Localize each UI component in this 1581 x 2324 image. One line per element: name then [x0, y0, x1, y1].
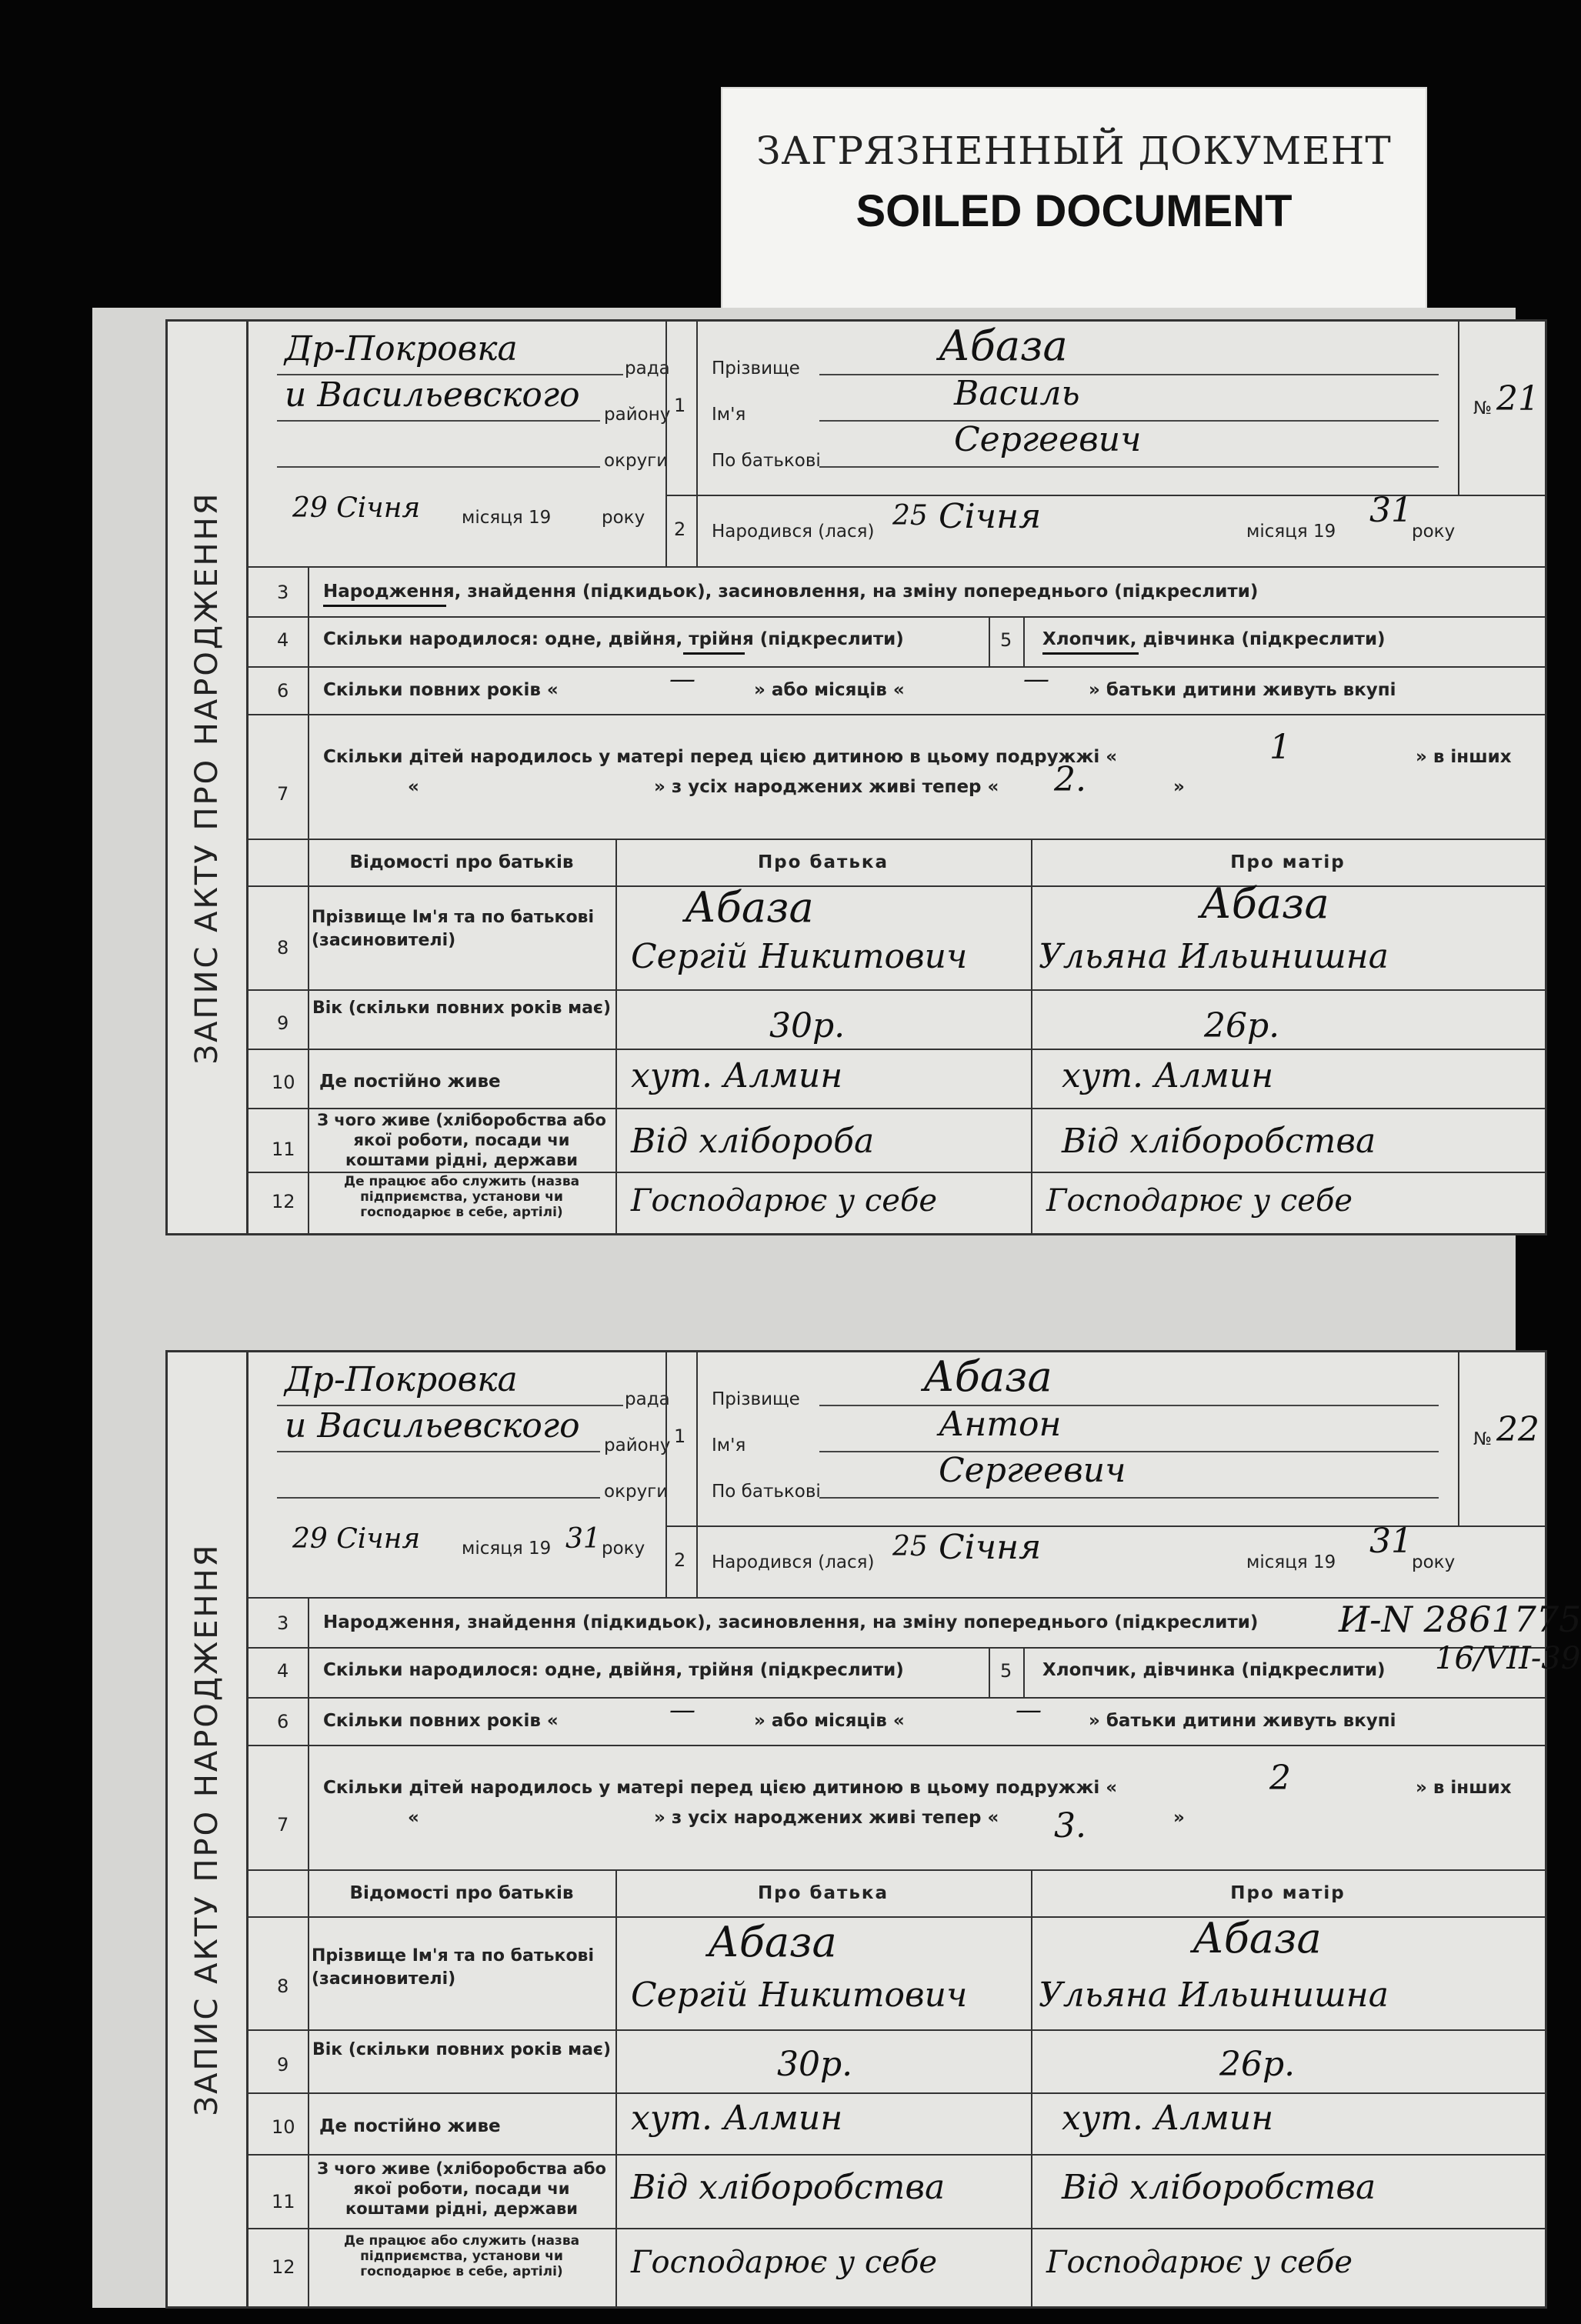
row-number-2: 2	[674, 518, 686, 540]
okrugy-label: округи	[604, 1482, 669, 1502]
archive-annotation-date: 16/VII-39	[1435, 1641, 1581, 1676]
row-number-10: 10	[272, 2116, 295, 2138]
birth-year: 31	[1369, 1522, 1413, 1561]
row-number-6: 6	[277, 680, 289, 702]
row-number-4: 4	[277, 629, 289, 651]
row-number-12: 12	[272, 2256, 295, 2278]
row6-text-a: Скільки повних років «	[323, 1711, 559, 1731]
birth-year-label: року	[1412, 522, 1456, 542]
parents-header-father: Про батька	[757, 1883, 889, 1903]
rada-handwritten: Др-Покровка	[285, 329, 518, 368]
name-label: Ім'я	[712, 405, 746, 425]
row3-text: Народження, знайдення (підкидьок), засиновлення, на зміну попереднього (підкреслити)	[323, 1612, 1259, 1632]
row7-line1: Скільки дітей народилось у матері перед цією дитиною в цьому подружжі «	[323, 747, 1118, 767]
child-patronymic: Сергеевич	[954, 420, 1142, 459]
row-number-1: 1	[674, 1425, 686, 1447]
father-livelihood: Від хліборобства	[631, 2168, 946, 2207]
father-age: 30р.	[769, 1006, 846, 1045]
row8-label: Прізвище Ім'я та по батькові (засиновителі)	[312, 908, 595, 950]
row7-line1-end: » в інших	[1416, 747, 1512, 767]
birth-month: Січня	[939, 1528, 1042, 1567]
row7-line1: Скільки дітей народилось у матері перед цією дитиною в цьому подружжі «	[323, 1778, 1118, 1798]
mother-surname: Абаза	[1200, 879, 1329, 928]
rada-handwritten: Др-Покровка	[285, 1360, 518, 1399]
father-surname: Абаза	[685, 883, 814, 932]
row11-label: З чого живе (хліборобства або якої роботи, посади чи коштами рідні, держави	[317, 2159, 606, 2218]
patronymic-label: По батькові	[712, 451, 821, 471]
father-workplace: Господарює у себе	[631, 1183, 938, 1219]
row7-line2-start: «	[408, 777, 419, 797]
mother-age: 26р.	[1219, 2045, 1296, 2084]
form-body	[246, 1352, 1581, 2306]
rada-label: рада	[625, 358, 670, 378]
born-label: Народився (лася)	[712, 522, 875, 542]
form-sidebar	[168, 1352, 248, 2306]
surname-label: Прізвище	[712, 358, 800, 378]
archive-annotation-number: И-N 2861775	[1339, 1599, 1581, 1640]
father-livelihood: Від хлібороба	[631, 1122, 875, 1161]
record-month-label: місяця 19	[462, 508, 552, 528]
father-surname: Абаза	[708, 1918, 837, 1966]
child-patronymic: Сергеевич	[939, 1451, 1126, 1490]
child-name: Василь	[954, 374, 1080, 413]
row7-value2: 3.	[1054, 1806, 1086, 1846]
row-number-4: 4	[277, 1660, 289, 1682]
mother-residence: хут. Алмин	[1062, 1056, 1274, 1095]
father-age: 30р.	[777, 2045, 853, 2084]
row6-text-b: » або місяців «	[754, 680, 905, 700]
father-residence: хут. Алмин	[631, 1056, 843, 1095]
row6-text-b: » або місяців «	[754, 1711, 905, 1731]
raion-label: району	[604, 1435, 671, 1455]
raion-handwritten: и Васильевского	[285, 375, 580, 415]
record-year-label: року	[602, 508, 645, 528]
row-number-3: 3	[277, 1612, 289, 1634]
row7-line1-end: » в інших	[1416, 1778, 1512, 1798]
record-number: 21	[1496, 379, 1539, 418]
mother-livelihood: Від хліборобства	[1062, 2168, 1376, 2207]
soiled-document-label	[721, 87, 1427, 321]
birth-day: 25	[892, 500, 928, 532]
row12-label: Де працює або служить (назва підприємства, установи чи господарює в себе, артілі)	[343, 2233, 580, 2279]
record-date-handwritten: 29 Січня	[292, 1523, 421, 1555]
row-number-7: 7	[277, 783, 289, 805]
row-number-10: 10	[272, 1072, 295, 1093]
father-name: Сергій Никитович	[631, 937, 968, 976]
rada-label: рада	[625, 1389, 670, 1409]
okrugy-label: округи	[604, 451, 669, 471]
child-name: Антон	[939, 1405, 1062, 1444]
record-number: 22	[1496, 1410, 1539, 1449]
name-label: Ім'я	[712, 1435, 746, 1455]
row-number-6: 6	[277, 1711, 289, 1732]
row3-text: Народження, знайдення (підкидьок), засиновлення, на зміну попереднього (підкреслити)	[323, 582, 1259, 602]
row10-label: Де постійно живе	[319, 2116, 501, 2136]
row11-label: З чого живе (хліборобства або якої роботи, посади чи коштами рідні, держави	[317, 1111, 606, 1169]
birth-record-form-2	[165, 1350, 1581, 2309]
row7-value1: 1	[1269, 728, 1291, 767]
form-body	[246, 322, 1545, 1233]
mother-surname: Абаза	[1192, 1914, 1322, 1962]
row7-line2: » з усіх народжених живі тепер «	[654, 1808, 999, 1828]
row-number-9: 9	[277, 2054, 289, 2076]
row-number-2: 2	[674, 1549, 686, 1571]
register-page	[92, 308, 1581, 2308]
label-russian: ЗАГРЯЗНЕННЫЙ ДОКУМЕНТ	[756, 128, 1392, 173]
birth-month: Січня	[939, 497, 1042, 536]
birth-month-label: місяця 19	[1246, 1552, 1336, 1572]
row-number-11: 11	[272, 1139, 295, 1160]
record-number-label: №	[1473, 1429, 1492, 1449]
row5-text: Хлопчик, дівчинка (підкреслити)	[1042, 1660, 1386, 1680]
raion-label: району	[604, 405, 671, 425]
parents-header-info: Відомості про батьків	[349, 1883, 574, 1903]
father-name: Сергій Никитович	[631, 1976, 968, 2015]
mother-livelihood: Від хліборобства	[1062, 1122, 1376, 1161]
row-number-8: 8	[277, 1976, 289, 1997]
row12-label: Де працює або служить (назва підприємства, установи чи господарює в себе, артілі)	[343, 1174, 580, 1220]
father-residence: хут. Алмин	[631, 2099, 843, 2138]
record-month-label: місяця 19	[462, 1539, 552, 1559]
patronymic-label: По батькові	[712, 1482, 821, 1502]
father-workplace: Господарює у себе	[631, 2245, 938, 2280]
birth-year: 31	[1369, 491, 1413, 530]
row7-line2: » з усіх народжених живі тепер «	[654, 777, 999, 797]
record-year-label: року	[602, 1539, 645, 1559]
child-surname: Абаза	[923, 1352, 1052, 1401]
form-side-title: ЗАПИС АКТУ ПРО НАРОДЖЕННЯ	[189, 491, 225, 1064]
mother-age: 26р.	[1204, 1006, 1280, 1045]
birth-record-form-1	[165, 319, 1547, 1235]
child-surname: Абаза	[939, 322, 1068, 370]
record-date-handwritten: 29 Січня	[292, 492, 421, 524]
row-number-5: 5	[1000, 629, 1012, 651]
row6-years: —	[669, 664, 695, 695]
row-number-5: 5	[1000, 1660, 1012, 1682]
row6-text-c: » батьки дитини живуть вкупі	[1089, 1711, 1396, 1731]
mother-residence: хут. Алмин	[1062, 2099, 1274, 2138]
row-number-3: 3	[277, 582, 289, 603]
birth-day: 25	[892, 1531, 928, 1562]
row8-label: Прізвище Ім'я та по батькові (засиновителі)	[312, 1946, 595, 1989]
form-sidebar	[168, 322, 248, 1233]
row-number-1: 1	[674, 395, 686, 416]
row7-value2: 2.	[1054, 760, 1086, 799]
record-year-handwritten: 31	[565, 1523, 601, 1555]
row7-line2-end: »	[1173, 777, 1185, 797]
row-number-12: 12	[272, 1191, 295, 1212]
born-label: Народився (лася)	[712, 1552, 875, 1572]
mother-name: Ульяна Ильинишна	[1039, 937, 1389, 976]
mother-workplace: Господарює у себе	[1046, 2245, 1353, 2280]
row9-label: Вік (скільки повних років має)	[312, 999, 612, 1018]
row6-years: —	[669, 1695, 695, 1725]
row6-text-a: Скільки повних років «	[323, 680, 559, 700]
surname-label: Прізвище	[712, 1389, 800, 1409]
mother-workplace: Господарює у себе	[1046, 1183, 1353, 1219]
row-number-11: 11	[272, 2191, 295, 2212]
row5-text: Хлопчик, дівчинка (підкреслити)	[1042, 629, 1386, 649]
form-side-title: ЗАПИС АКТУ ПРО НАРОДЖЕННЯ	[189, 1542, 225, 2116]
row10-label: Де постійно живе	[319, 1072, 501, 1092]
row-number-7: 7	[277, 1814, 289, 1836]
row6-text-c: » батьки дитини живуть вкупі	[1089, 680, 1396, 700]
row4-text: Скільки народилося: одне, двійня, трійня (підкреслити)	[323, 1660, 904, 1680]
label-english: SOILED DOCUMENT	[856, 186, 1292, 236]
row7-value1: 2	[1269, 1759, 1291, 1798]
row6-months: —	[1016, 1695, 1042, 1725]
parents-header-mother: Про матір	[1230, 1883, 1346, 1903]
row6-months: —	[1023, 664, 1049, 695]
birth-year-label: року	[1412, 1552, 1456, 1572]
birth-month-label: місяця 19	[1246, 522, 1336, 542]
row9-label: Вік (скільки повних років має)	[312, 2040, 612, 2059]
row7-line2-start: «	[408, 1808, 419, 1828]
raion-handwritten: и Васильевского	[285, 1406, 580, 1445]
parents-header-info: Відомості про батьків	[349, 852, 574, 872]
parents-header-mother: Про матір	[1230, 852, 1346, 872]
mother-name: Ульяна Ильинишна	[1039, 1976, 1389, 2015]
row4-text: Скільки народилося: одне, двійня, трійня (підкреслити)	[323, 629, 904, 649]
row-number-8: 8	[277, 937, 289, 959]
parents-header-father: Про батька	[757, 852, 889, 872]
row-number-9: 9	[277, 1012, 289, 1034]
record-number-label: №	[1473, 398, 1492, 418]
row7-line2-end: »	[1173, 1808, 1185, 1828]
